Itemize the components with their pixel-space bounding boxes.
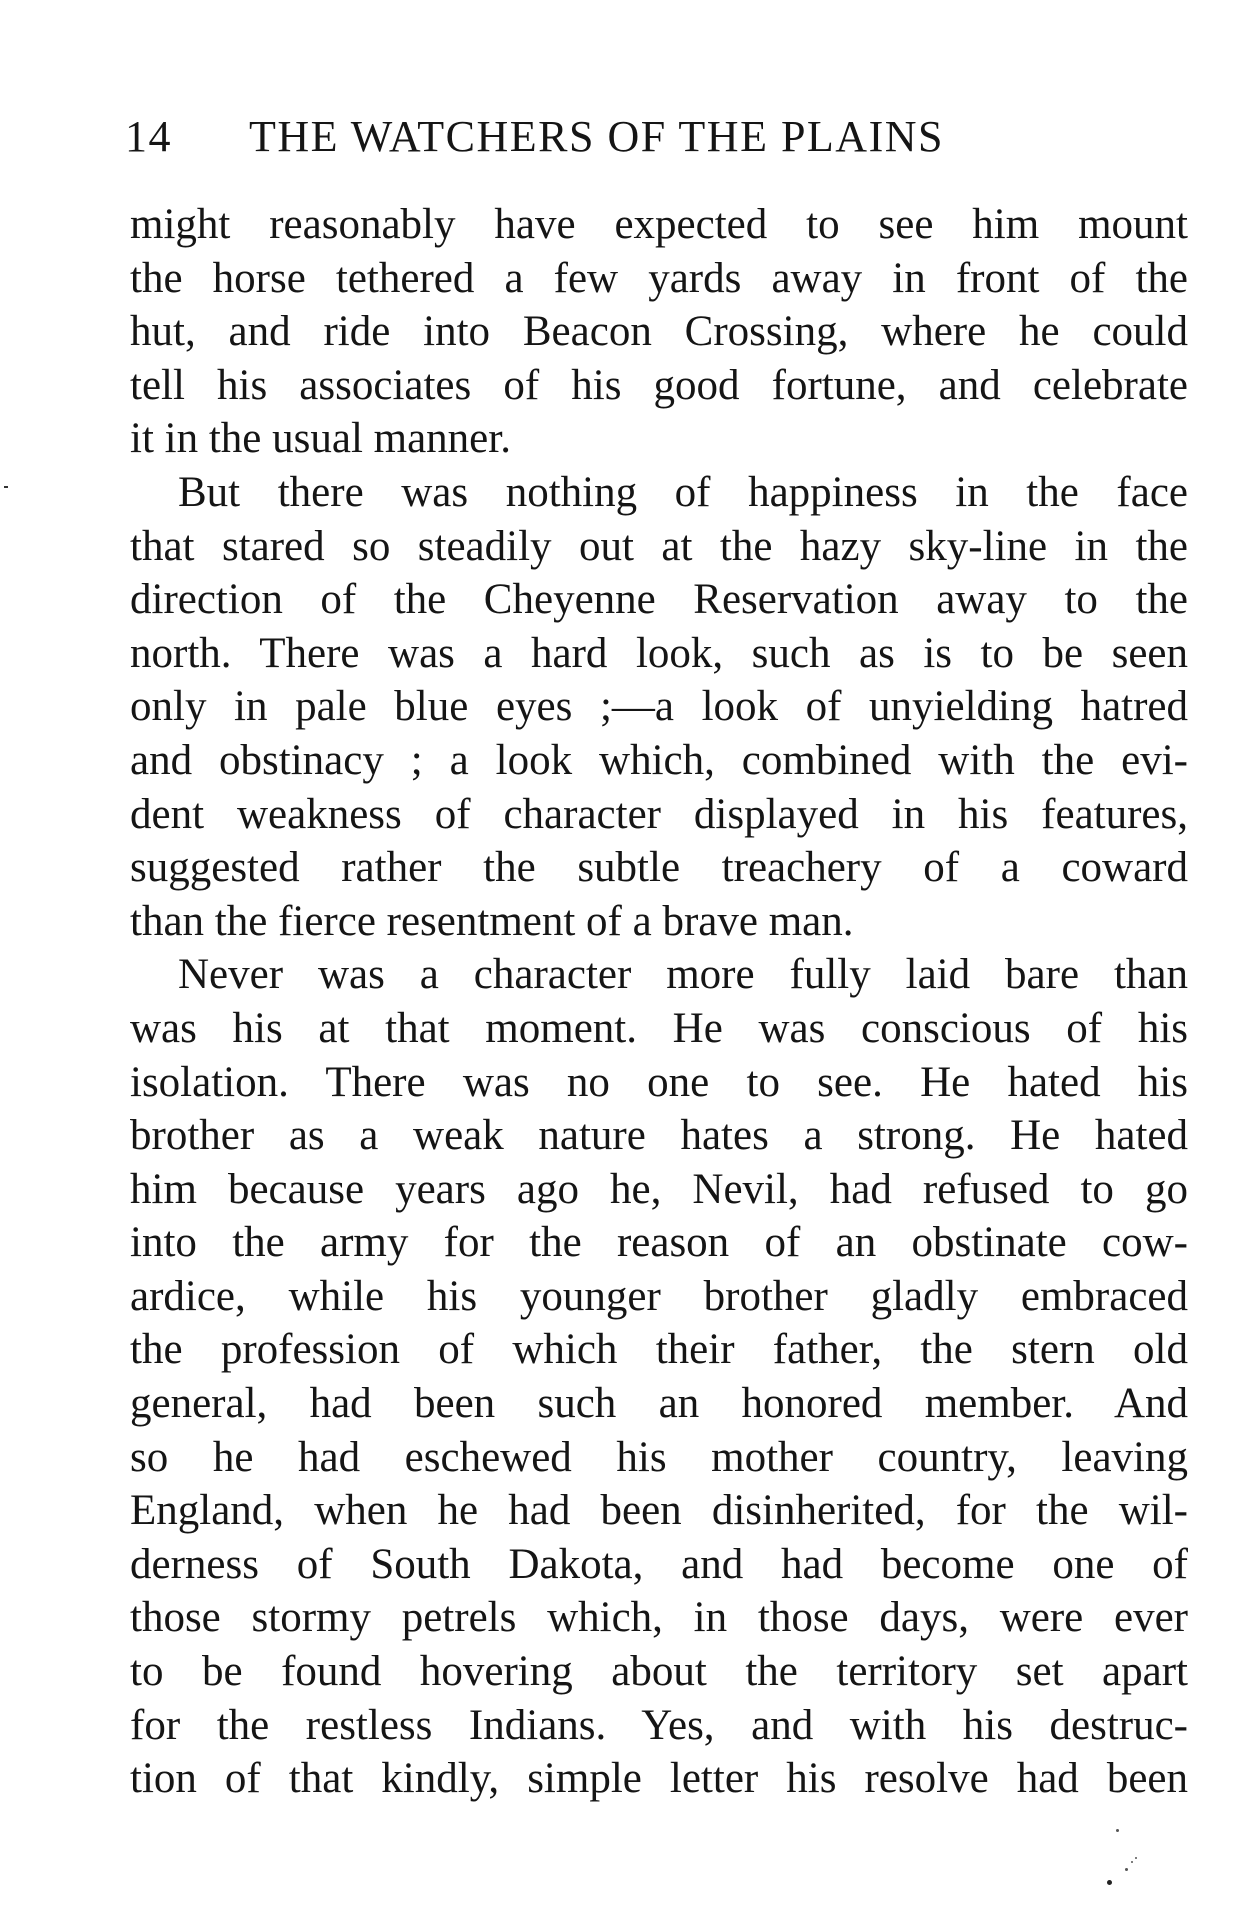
text-line: direction of the Cheyenne Reservation away to the xyxy=(130,576,1188,624)
text-line: hut, and ride into Beacon Crossing, where he could xyxy=(130,308,1188,356)
print-speck xyxy=(1131,1861,1133,1863)
text-line: was his at that moment. He was conscious of his xyxy=(130,1004,1188,1052)
text-line: the profession of which their father, the stern old xyxy=(130,1326,1188,1374)
text-line: for the restless Indians. Yes, and with his destruc- xyxy=(130,1701,1188,1749)
running-title: THE WATCHERS OF THE PLAINS xyxy=(249,112,944,161)
print-speck xyxy=(1107,1880,1112,1885)
margin-mark xyxy=(4,486,8,488)
text-line: north. There was a hard look, such as is to be seen xyxy=(130,629,1188,677)
text-line: general, had been such an honored member. And xyxy=(130,1380,1188,1428)
text-line: suggested rather the subtle treachery of a coward xyxy=(130,844,1188,892)
print-speck xyxy=(1135,1857,1137,1859)
text-line: that stared so steadily out at the hazy sky-line in the xyxy=(130,522,1188,570)
text-line: dent weakness of character displayed in his features, xyxy=(130,790,1188,838)
text-line: him because years ago he, Nevil, had refused to go xyxy=(130,1165,1188,1213)
text-line: those stormy petrels which, in those days, were ever xyxy=(130,1594,1188,1642)
running-head xyxy=(125,107,1125,167)
text-line: Never was a character more fully laid bare than xyxy=(178,951,1188,999)
text-line: But there was nothing of happiness in the face xyxy=(178,468,1188,516)
body-text xyxy=(130,198,1188,1806)
text-line: to be found hovering about the territory set apart xyxy=(130,1648,1188,1696)
print-speck xyxy=(1125,1868,1128,1871)
print-speck xyxy=(1116,1829,1119,1832)
text-line: only in pale blue eyes ;—a look of unyielding hatred xyxy=(130,683,1188,731)
text-line: it in the usual manner. xyxy=(130,415,511,463)
text-line: England, when he had been disinherited, for the wil- xyxy=(130,1487,1188,1535)
text-line: so he had eschewed his mother country, leaving xyxy=(130,1433,1188,1481)
text-line: the horse tethered a few yards away in front of the xyxy=(130,254,1188,302)
text-line: into the army for the reason of an obstinate cow- xyxy=(130,1219,1188,1267)
text-line: tion of that kindly, simple letter his resolve had been xyxy=(130,1755,1188,1803)
text-line: and obstinacy ; a look which, combined with the evi- xyxy=(130,736,1188,784)
text-line: than the fierce resentment of a brave man. xyxy=(130,897,854,945)
text-line: tell his associates of his good fortune, and celebrate xyxy=(130,361,1188,409)
text-line: brother as a weak nature hates a strong. He hated xyxy=(130,1112,1188,1160)
text-line: derness of South Dakota, and had become one of xyxy=(130,1540,1188,1588)
text-line: isolation. There was no one to see. He hated his xyxy=(130,1058,1188,1106)
page-number: 14 xyxy=(125,112,172,161)
text-line: might reasonably have expected to see him mount xyxy=(130,201,1188,248)
text-line: ardice, while his younger brother gladly embraced xyxy=(130,1272,1188,1320)
